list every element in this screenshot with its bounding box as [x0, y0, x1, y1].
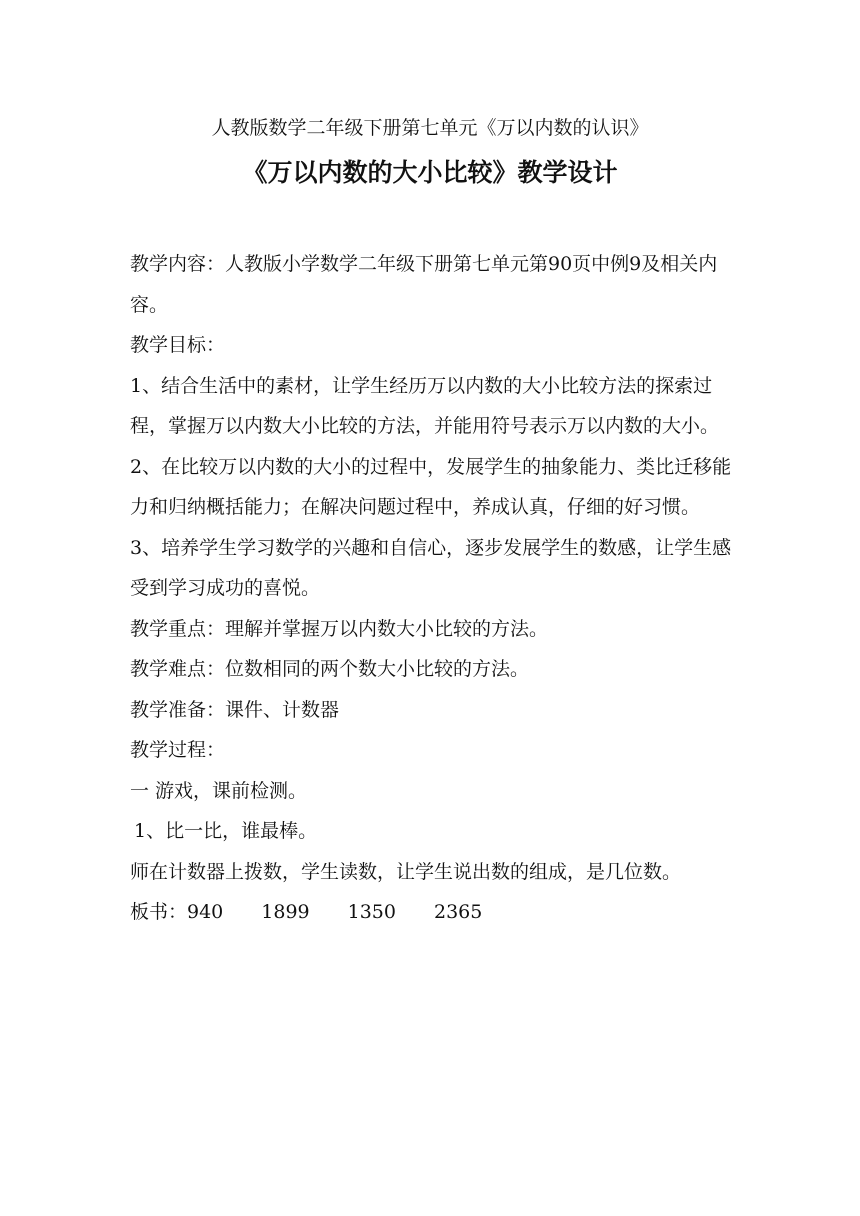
key-point-paragraph: 教学重点：理解并掌握万以内数大小比较的方法。 [130, 617, 549, 640]
board-number: 1350 [347, 901, 396, 923]
step-1-heading: 一 游戏，课前检测。 [130, 779, 308, 802]
goal-1-paragraph: 1、结合生活中的素材，让学生经历万以内数的大小比较方法的探索过程，掌握万以内数大小比较的方法，并能用符号表示万以内数的大小。 [130, 374, 720, 437]
teaching-content-paragraph: 教学内容：人教版小学数学二年级下册第七单元第90页中例9及相关内容。 [130, 253, 718, 316]
step-1-1-heading: 1、比一比，谁最棒。 [134, 820, 318, 842]
teaching-goals-heading: 教学目标： [130, 334, 226, 356]
board-number: 1899 [261, 901, 310, 923]
document-title: 《万以内数的大小比较》教学设计 [242, 158, 618, 187]
board-label: 板书：940 [130, 901, 224, 923]
board-number: 2365 [433, 901, 483, 923]
preparation-paragraph: 教学准备：课件、计数器 [130, 698, 340, 721]
goal-3-paragraph: 3、培养学生学习数学的兴趣和自信心，逐步发展学生的数感，让学生感受到学习成功的喜悦。 [130, 536, 732, 599]
difficulty-paragraph: 教学难点：位数相同的两个数大小比较的方法。 [130, 658, 530, 680]
process-heading: 教学过程： [130, 739, 226, 761]
document-body [130, 244, 740, 933]
activity-paragraph: 师在计数器上拨数，学生读数，让学生说出数的组成，是几位数。 [130, 860, 682, 883]
board-numbers-line [130, 892, 740, 933]
document-subtitle: 人教版数学二年级下册第七单元《万以内数的认识》 [211, 117, 649, 139]
goal-2-paragraph: 2、在比较万以内数的大小的过程中，发展学生的抽象能力、类比迁移能力和归纳概括能力；在解决问题过程中，养成认真，仔细的好习惯。 [130, 455, 732, 518]
